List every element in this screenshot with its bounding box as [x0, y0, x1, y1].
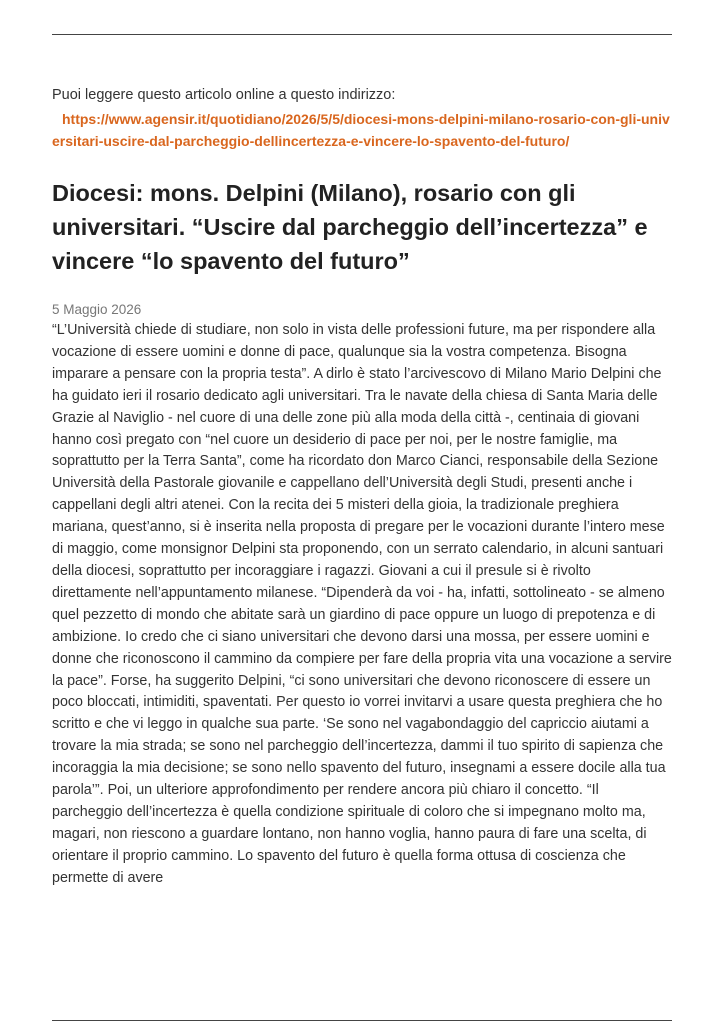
source-lead-text: Puoi leggere questo articolo online a questo indirizzo:: [52, 87, 396, 103]
header-divider: [52, 34, 672, 35]
article-title: Diocesi: mons. Delpini (Milano), rosario con gli universitari. “Uscire dal parcheggio dell’incertezza” e vincere “lo spavento del futuro”: [52, 180, 648, 274]
article-source-block: [52, 84, 672, 152]
footer-divider: [52, 1020, 672, 1021]
article-url-link[interactable]: https://www.agensir.it/quotidiano/2026/5/5/diocesi-mons-delpini-milano-rosario-con-gli-universitari-uscire-dal-parcheggio-dellincertezza-e-vincere-lo-spavento-del-futuro/: [52, 111, 670, 149]
article-date: 5 Maggio 2026: [52, 302, 142, 317]
article-body: “L’Università chiede di studiare, non solo in vista delle professioni future, ma per rispondere alla vocazione di essere uomini e donne di pace, qualunque sia la vostra competenza. Bisogna imparare a pensare con la propria testa”. A dirlo è stato l’arcivescovo di Milano Mario Delpini che ha guidato ieri il rosario dedicato agli universitari. Tra le navate della chiesa di Santa Maria delle Grazie al Naviglio - nel cuore di una delle zone più alla moda della città -, centinaia di giovani hanno così pregato con “nel cuore un desiderio di pace per noi, per le nostre famiglie, ma soprattutto per la Terra Santa”, come ha ricordato don Marco Cianci, responsabile della Sezione Università della Pastorale giovanile e cappellano dell’Università degli Studi, presenti anche i cappellani degli altri atenei. Con la recita dei 5 misteri della gioia, la tradizionale preghiera mariana, quest’anno, si è inserita nella proposta di pregare per le vocazioni durante l’intero mese di maggio, come monsignor Delpini sta proponendo, con un serrato calendario, in alcuni santuari della diocesi, soprattutto per incoraggiare i ragazzi. Giovani a cui il presule si è rivolto direttamente nell’appuntamento milanese. “Dipenderà da voi - ha, infatti, sottolineato - se almeno quel pezzetto di mondo che abitate sarà un giardino di pace oppure un luogo di prepotenza e di ambizione. Io credo che ci siano universitari che devono darsi una mossa, per essere uomini e donne che riconoscono il cammino da compiere per fare della propria vita una vocazione a servire la pace”. Forse, ha suggerito Delpini, “ci sono universitari che devono riconoscere di essere un poco bloccati, intimiditi, spaventati. Per questo io vorrei invitarvi a usare questa preghiera che ho scritto e che vi leggo in qualche sua parte. ‘Se sono nel vagabondaggio del capriccio aiutami a trovare la mia strada; se sono nel parcheggio dell’incertezza, dammi il tuo spirito di sapienza che incoraggia la mia decisione; se sono nello spavento del futuro, insegnami a essere docile alla tua parola’”. Poi, un ulteriore approfondimento per rendere ancora più chiaro il concetto. “Il parcheggio dell’incertezza è quella condizione spirituale di coloro che si impegnano molto ma, magari, non riescono a guardare lontano, non hanno voglia, hanno paura di fare una scelta, di orientare il proprio cammino. Lo spavento del futuro è quella forma ottusa di coscienza che permette di avere: [52, 322, 672, 886]
